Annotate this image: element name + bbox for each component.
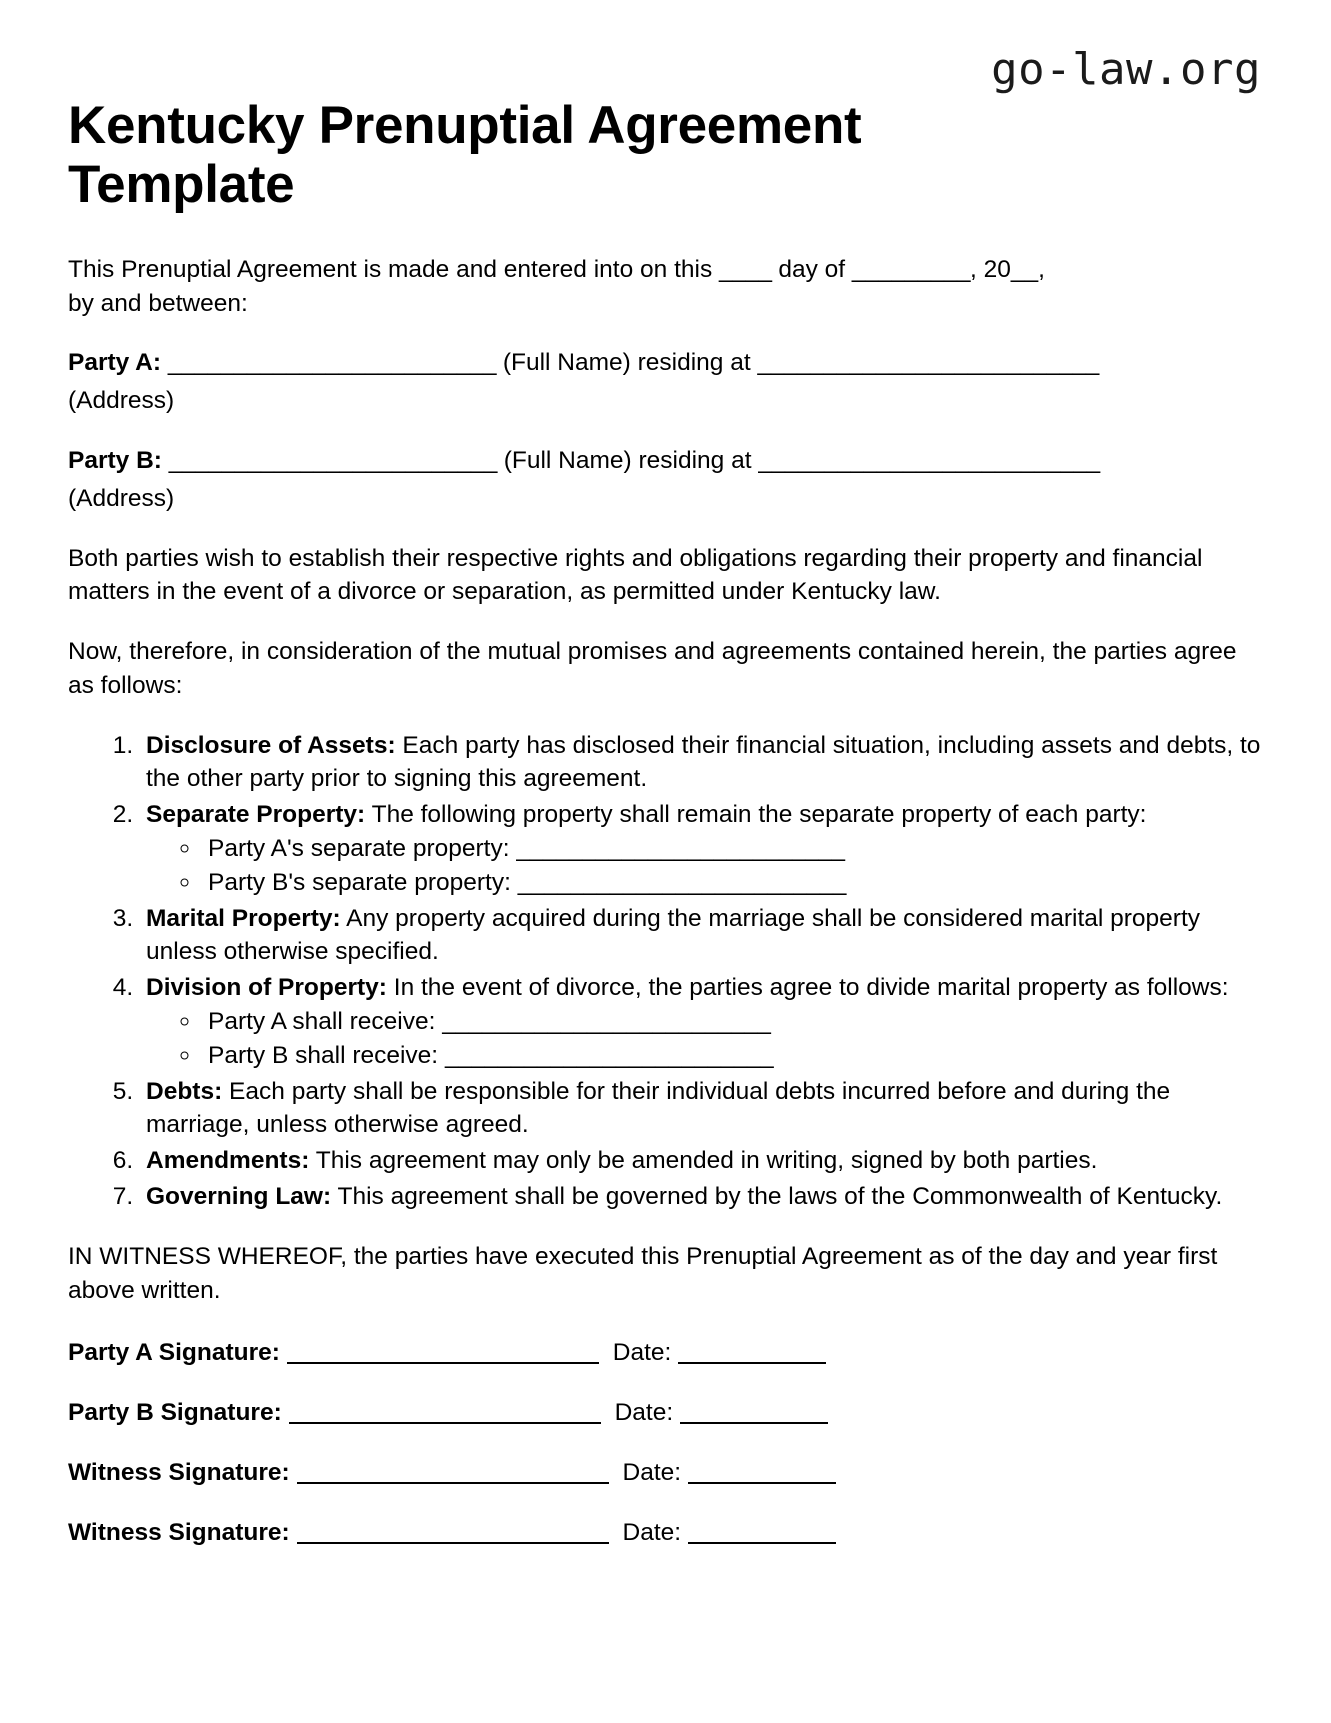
clause-item	[140, 902, 1261, 970]
clause-heading: Division of Property:	[146, 974, 387, 1002]
clause-item	[140, 729, 1261, 797]
brand-row	[68, 0, 1261, 95]
party-a-label: Party A:	[68, 349, 162, 377]
clause-item	[140, 798, 1261, 899]
clause-text: Any property acquired during the marriage shall be considered marital property unless otherwise specified.	[146, 904, 1201, 966]
signature-row	[68, 1457, 1261, 1489]
date-label: Date:	[614, 1399, 674, 1427]
signature-line[interactable]	[297, 1482, 609, 1484]
clause-subitem-text: Party B's separate property:	[208, 868, 518, 896]
signature-block	[68, 1337, 1261, 1548]
party-b-address-blank: __________________________	[758, 446, 1100, 474]
signature-row	[68, 1397, 1261, 1429]
clause-subitem-blank: _________________________	[516, 835, 845, 863]
party-b-label: Party B:	[68, 446, 162, 474]
clause-heading: Separate Property:	[146, 801, 366, 829]
date-line[interactable]	[688, 1542, 836, 1544]
date-label: Date:	[612, 1339, 672, 1367]
party-a-address-caption: (Address)	[68, 387, 175, 415]
clause-text: Each party shall be responsible for their individual debts incurred before and during the marriage, unless otherwise agreed.	[146, 1077, 1171, 1139]
page-title: Kentucky Prenuptial Agreement Template	[68, 96, 862, 215]
party-b-address-caption: (Address)	[68, 484, 175, 512]
clause-heading: Amendments:	[146, 1147, 310, 1175]
signature-label: Witness Signature:	[68, 1459, 290, 1487]
clause-sublist	[146, 1005, 1261, 1073]
party-a-line	[68, 346, 1261, 380]
clause-item	[140, 971, 1261, 1072]
clause-subitem	[202, 832, 1261, 866]
document-body	[68, 253, 1261, 1549]
date-line[interactable]	[680, 1422, 828, 1424]
party-a-name-blank: _________________________	[167, 349, 497, 377]
clause-heading: Disclosure of Assets:	[146, 731, 396, 759]
both-parties-paragraph: Both parties wish to establish their respective rights and obligations regarding their property and financial matters in the event of a divorce or separation, as permitted under Kentucky law.	[68, 544, 1203, 606]
clause-subitem-blank: _________________________	[444, 1041, 774, 1069]
intro-line1-b: day of	[771, 255, 852, 283]
signature-row	[68, 1337, 1261, 1369]
clause-list	[68, 729, 1261, 1214]
clause-text: In the event of divorce, the parties agree to divide marital property as follows:	[386, 974, 1229, 1002]
clause-item	[140, 1144, 1261, 1178]
now-therefore-paragraph: Now, therefore, in consideration of the mutual promises and agreements contained herein, the parties agree as follows:	[68, 638, 1237, 699]
intro-line1-a: This Prenuptial Agreement is made and entered into on this	[68, 255, 719, 283]
clause-text: This agreement shall be governed by the laws of the Commonwealth of Kentucky.	[331, 1183, 1223, 1211]
date-line[interactable]	[678, 1362, 826, 1364]
signature-label: Witness Signature:	[68, 1518, 290, 1546]
clause-subitem	[202, 1005, 1261, 1039]
clause-subitem	[202, 1039, 1261, 1073]
clause-subitem-blank: _________________________	[517, 868, 846, 896]
party-b-name-blank: _________________________	[168, 446, 497, 474]
party-b-mid-text: (Full Name) residing at	[503, 446, 752, 474]
party-a-mid-text: (Full Name) residing at	[502, 349, 751, 377]
clause-item	[140, 1075, 1261, 1143]
signature-line[interactable]	[297, 1542, 609, 1544]
date-line[interactable]	[688, 1482, 836, 1484]
party-a-address-blank: __________________________	[757, 349, 1099, 377]
clause-text: This agreement may only be amended in writing, signed by both parties.	[309, 1147, 1098, 1175]
intro-line2: by and between:	[68, 289, 248, 317]
signature-label: Party A Signature:	[68, 1339, 280, 1367]
clause-heading: Marital Property:	[146, 904, 341, 932]
clause-text: The following property shall remain the separate property of each party:	[365, 801, 1147, 829]
site-logo: go-law.org	[991, 44, 1261, 95]
signature-line[interactable]	[289, 1422, 601, 1424]
signature-line[interactable]	[287, 1362, 599, 1364]
clause-item	[140, 1180, 1261, 1214]
intro-blank-day: ____	[719, 255, 772, 283]
intro-blank-month: _________	[851, 255, 971, 283]
clause-subitem-text: Party A shall receive:	[208, 1008, 443, 1036]
signature-row	[68, 1517, 1261, 1549]
signature-label: Party B Signature:	[68, 1399, 282, 1427]
party-b-line	[68, 444, 1261, 478]
date-label: Date:	[622, 1518, 682, 1546]
date-label: Date:	[622, 1459, 682, 1487]
clause-heading: Governing Law:	[146, 1183, 332, 1211]
clause-subitem	[202, 866, 1261, 900]
clause-text: Each party has disclosed their financial situation, including assets and debts, to the other party prior to signing this agreement.	[146, 731, 1261, 793]
in-witness-paragraph: IN WITNESS WHEREOF, the parties have executed this Prenuptial Agreement as of the day and year first above written.	[68, 1242, 1218, 1304]
intro-line1-c: , 20__,	[970, 255, 1045, 283]
intro-paragraph	[68, 253, 1261, 321]
clause-heading: Debts:	[146, 1077, 223, 1105]
clause-sublist	[146, 832, 1261, 900]
clause-subitem-text: Party A's separate property:	[208, 835, 517, 863]
clause-subitem-text: Party B shall receive:	[208, 1041, 445, 1069]
clause-subitem-blank: _________________________	[442, 1008, 771, 1036]
